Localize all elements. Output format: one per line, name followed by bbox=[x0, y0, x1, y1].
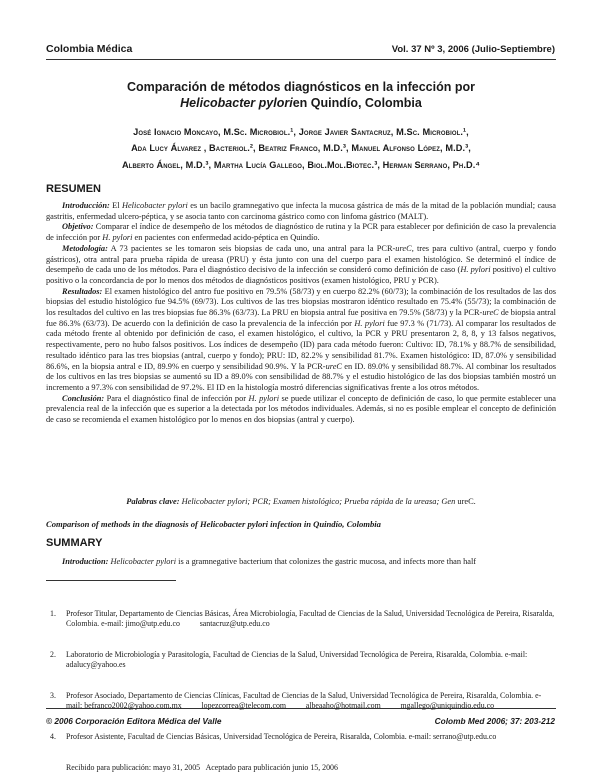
footnote-item: 3. Profesor Asociado, Departamento de Ciencias Clínicas, Facultad de Ciencias de la Salud, Universidad Tecnológica de Pereira, Risaralda, Colombia. e-mail: befranco2002@yahoo.com.mx lopezcorrea@telecom.com albeaaho@hotmail.com mgallego@uniquindio.edu.co bbox=[50, 690, 542, 711]
header-rule bbox=[46, 59, 556, 60]
english-title: Comparison of methods in the diagnosis of Helicobacter pylori infection in Quindío, Colombia bbox=[46, 519, 381, 529]
journal-name: Colombia Médica bbox=[46, 43, 133, 55]
objective-paragraph: Objetivo: Comparar el índice de desempeño de los métodos de diagnóstico de rutina y la PCR para establecer por definición de caso la prevalencia de infección por H. pylori en pacientes con enfermedad acido-péptica en Quindío. bbox=[46, 222, 556, 243]
article-title: Comparación de métodos diagnósticos en la infección por Helicobacter pylorien Quindío, Colombia bbox=[127, 80, 475, 110]
received-date: Recibido para publicación: mayo 31, 2005 Aceptado para publicación junio 15, 2006 bbox=[66, 763, 338, 773]
conclusion-paragraph: Conclusión: Para el diagnóstico final de infección por H. pylori se puede utilizar el concepto de definición de caso, lo que permite establecer una prevalencia real de la infección que es superior a la detectada por los métodos individuales. Además, si no es posible emplear el concepto de definición de caso se recomienda el examen histológico por lo menos en dos biopsias (antral y cuerpo). bbox=[46, 393, 556, 425]
summary-heading: SUMMARY bbox=[46, 537, 103, 549]
results-paragraph: Resultados: El examen histológico del antro fue positivo en 79.5% (58/73) y en cuerpo 82.2% (60/73); la combinación de los resultados de las dos biopsias del estudio histológico fue 94.5% (69/73). Los cultivos de las tres biopsias mostraron idéntico resultado en 75.4% (55/73); la combinación de los resultados del cultivo en las tres biopsias fue 86.3% (63/73). La PRU en biopsia antral fue positiva en 79.5% (58/73) y la PCR-ureC de biopsia antral fue 86.3% (63/73). De acuerdo con la definición de caso la prevalencia de la infección por H. pylori fue 97.3 % (71/73). Al comparar los resultados de cada método frente al obtenido por definición de caso, el examen histológico, el cultivo, la PCR y PRU presentaron 2, 8, 8, y 13 falsos negativos, respectivamente, pero no hubo falsos positivos. Los índices de desempeño (ID) para cada método fueron: Cultivo: ID, 78.1% y 88.7% de sensibilidad, resultado idéntico para las tres biopsias (antral, cuerpo y fondo); PRU: ID, 82.2% y sensibilidad 81.7%. Examen histológico: ID, 87.0% y sensibilidad 86.6%, en la biopsia antral e ID, 89.9% en cuerpo y sensibilidad 90.9%. Y la PCR-ureC en ID. 89.0% y sensibilidad 88.7%. Al combinar los resultados de los cultivos en las tres biopsias se aumentó su ID a 89.0% con sensibilidad de 88.7% y el estudio histológico de las dos biopsias también mostró un incremento a 97.3% con sensibilidad de 97.2%. El ID en la histología mostró diferencias significativas frente a los otros métodos. bbox=[46, 286, 556, 392]
copyright: © 2006 Corporación Editora Médica del Valle bbox=[46, 716, 222, 726]
keywords: Palabras clave: Helicobacter pylori; PCR; Examen histológico; Prueba rápida de la ureasa; Gen ureC. bbox=[126, 497, 476, 506]
summary-body: Introduction: Helicobacter pylori is a gramnegative bacterium that colonizes the gastric mucosa, and infects more than half bbox=[62, 557, 477, 566]
footnotes bbox=[50, 588, 555, 784]
footnote-item: 4. Profesor Asistente, Facultad de Ciencias Básicas, Universidad Tecnológica de Pereira, Risaralda, Colombia. e-mail: serrano@utp.edu.co bbox=[50, 732, 497, 742]
footnote-item: 2. Laboratorio de Microbiología y Parasitología, Facultad de Ciencias de la Salud, Universidad Tecnológica de Pereira, Risaralda, Colombia. e-mail: adalucy@yahoo.es bbox=[50, 649, 530, 670]
footnote-rule bbox=[46, 580, 176, 581]
volume-info: Vol. 37 Nº 3, 2006 (Julio-Septiembre) bbox=[391, 44, 555, 55]
author-line: Ada Lucy Álvarez , Bacteriol.², Beatriz Franco, M.D.³, Manuel Alfonso López, M.D.³, bbox=[131, 143, 471, 154]
citation: Colomb Med 2006; 37: 203-212 bbox=[434, 716, 555, 726]
resumen-body bbox=[46, 201, 556, 426]
intro-paragraph: Introducción: El Helicobacter pylori es un bacilo gramnegativo que infecta la mucosa gástrica de más de la mitad de la población mundial; causa gastritis, enfermedad ulcero-péptica, y se asocia tanto con carcinoma gástrico como con linfoma gástrico (MALT). bbox=[46, 201, 557, 221]
resumen-heading: RESUMEN bbox=[46, 183, 102, 195]
footer-rule bbox=[46, 708, 556, 709]
author-line: José Ignacio Moncayo, M.Sc. Microbiol.¹, Jorge Javier Santacruz, M.Sc. Microbiol.¹, bbox=[133, 127, 469, 137]
author-list bbox=[40, 124, 562, 173]
methods-paragraph: Metodología: A 73 pacientes se les tomaron seis biopsias de cada uno, una antral para la PCR-ureC, tres para cultivo (antral, cuerpo y fondo gástricos), otra antral para prueba rápida de ureasa (PRU) y ésta junto con una del cuerpo para el examen histológico. Se determinó el índice de desempeño de cada uno de los métodos. Para el diagnóstico decisivo de la infección se consideró como definición de caso (H. pylori positivo) el cultivo positivo o la concordancia de por lo menos dos métodos de diagnósticos positivos (examen histológico, PRU y PCR). bbox=[46, 243, 556, 285]
footnote-item: 1. Profesor Titular, Departamento de Ciencias Básicas, Área Microbiología, Facultad de Ciencias de la Salud, Universidad Tecnológica de Pereira, Risaralda, Colombia. e-mail: jimo@utp.edu.co santacruz@utp.edu.co bbox=[50, 608, 557, 628]
author-line: Alberto Ángel, M.D.³, Martha Lucía Gallego, Biol.Mol.Biotec.³, Herman Serrano, Ph.D.⁴ bbox=[121, 159, 481, 170]
